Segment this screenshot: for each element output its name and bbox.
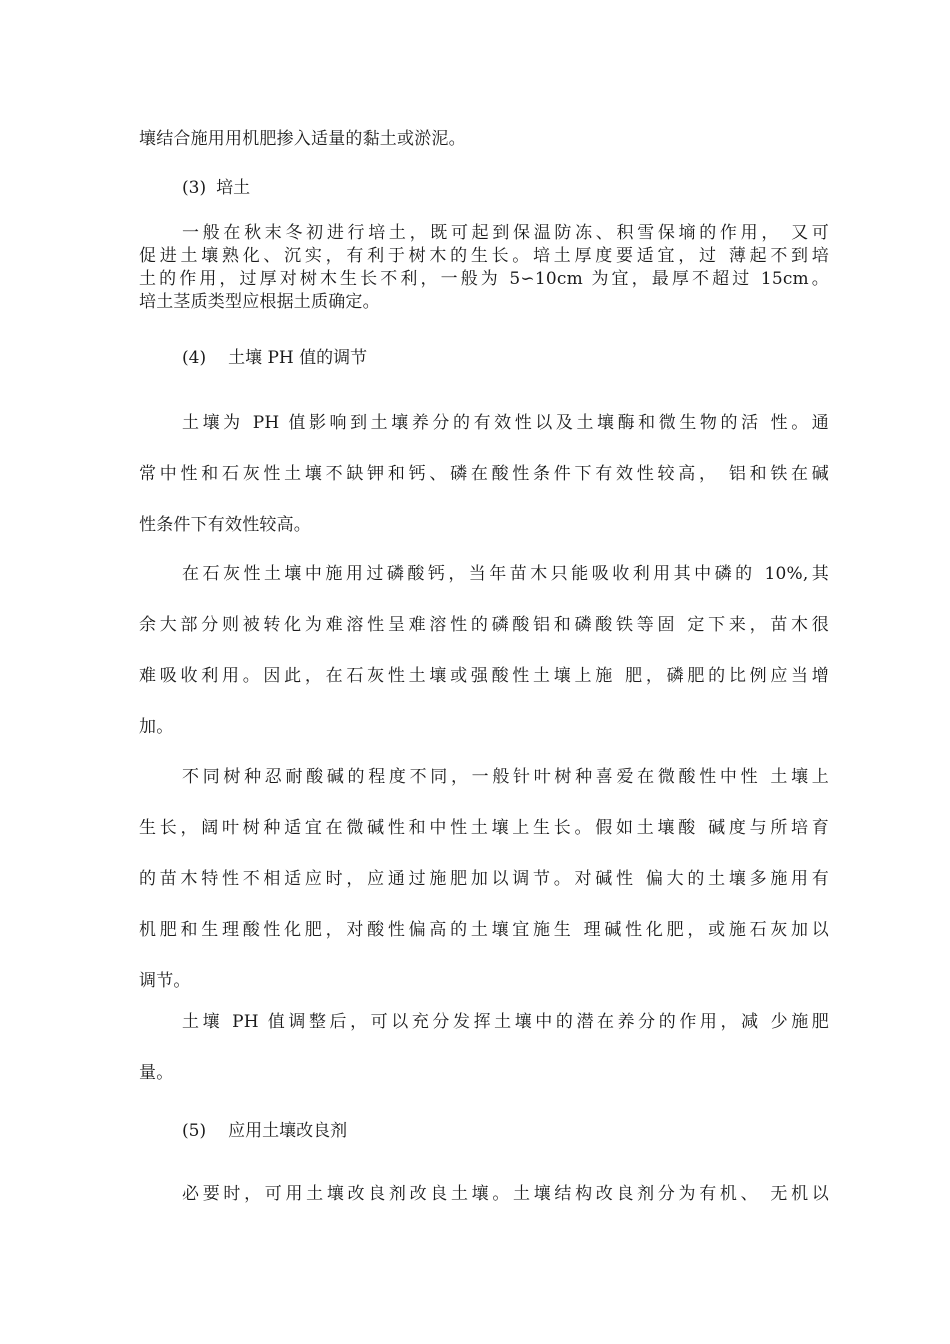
text-line: 土壤为 PH 值影响到土壤养分的有效性以及土壤酶和微生物的活 性。通: [182, 413, 829, 433]
text-line: 常中性和石灰性土壤不缺钾和钙、磷在酸性条件下有效性较高， 铝和铁在碱: [139, 464, 829, 484]
paragraph-ph-adjusted: [139, 997, 829, 1099]
text-line: 土壤 PH 值调整后，可以充分发挥土壤中的潜在养分的作用，减 少施肥: [182, 1012, 829, 1032]
text-line: 加。: [139, 717, 174, 737]
text-line: 不同树种忍耐酸碱的程度不同，一般针叶树种喜爱在微酸性中性 土壤上: [182, 767, 829, 787]
text-line: 促进土壤熟化、沉实，有利于树木的生长。培土厚度要适宜，过 薄起不到培: [139, 246, 829, 266]
section-number: (4): [182, 348, 207, 368]
section-title: 应用土壤改良剂: [228, 1121, 348, 1141]
text-line: 的苗木特性不相适应时，应通过施肥加以调节。对碱性 偏大的土壤多施用有: [139, 869, 829, 889]
text-line: 难吸收利用。因此，在石灰性土壤或强酸性土壤上施 肥，磷肥的比例应当增: [139, 666, 829, 686]
paragraph-tree-species: [139, 752, 829, 1007]
text-line: 土的作用，过厚对树木生长不利，一般为 5∽10cm 为宜，最厚不超过 15cm。: [139, 269, 829, 289]
paragraph-peitu: [139, 222, 829, 314]
paragraph-ph-effects: [139, 398, 829, 551]
section-title: 培土: [216, 178, 251, 198]
text-line: 培土茎质类型应根据土质确定。: [139, 292, 380, 312]
text-line: 生长，阔叶树种适宜在微碱性和中性土壤上生长。假如土壤酸 碱度与所培育: [139, 818, 829, 838]
section-number: (5): [182, 1121, 207, 1141]
text-line: 一般在秋末冬初进行培土，既可起到保温防冻、积雪保墒的作用， 又可: [182, 223, 829, 243]
paragraph-superphosphate: [139, 549, 829, 753]
text-line: 在石灰性土壤中施用过磷酸钙，当年苗木只能吸收利用其中磷的 10%,其: [182, 564, 829, 584]
section-heading-4: [182, 343, 367, 368]
section-heading-5: [182, 1116, 347, 1141]
text-line: 余大部分则被转化为难溶性呈难溶性的磷酸铝和磷酸铁等固 定下来，苗木很: [139, 615, 829, 635]
paragraph-soil-amendment: [139, 1169, 829, 1220]
text-line: 必要时，可用土壤改良剂改良土壤。土壤结构改良剂分为有机、 无机以: [182, 1184, 829, 1204]
section-heading-3: [182, 173, 250, 198]
text-line: 调节。: [139, 971, 191, 991]
section-title: 土壤 PH 值的调节: [228, 348, 368, 368]
text-line: 机肥和生理酸性化肥，对酸性偏高的土壤宜施生 理碱性化肥，或施石灰加以: [139, 920, 829, 940]
section-number: (3): [182, 178, 207, 198]
paragraph-continuation: [139, 128, 829, 151]
text-line: 性条件下有效性较高。: [139, 515, 311, 535]
text-line: 壤结合施用用机肥掺入适量的黏土或淤泥。: [139, 129, 466, 149]
text-line: 量。: [139, 1063, 174, 1083]
